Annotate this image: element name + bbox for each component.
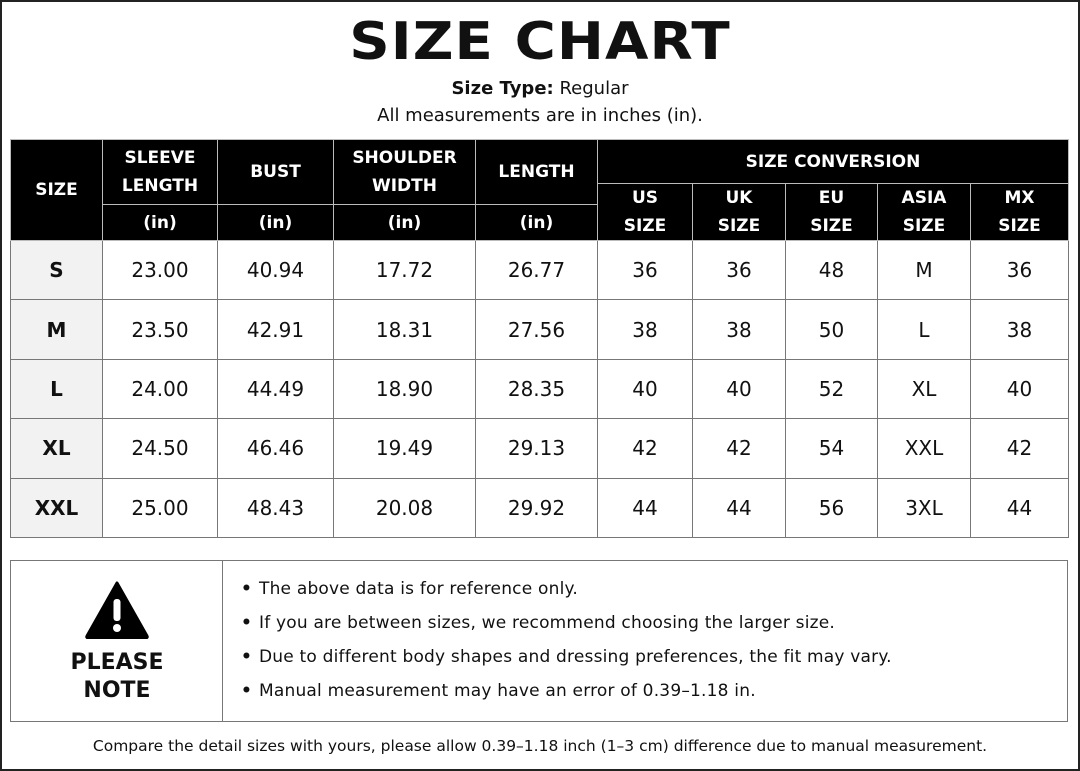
cell-length: 29.13: [476, 419, 598, 478]
please-note-label: [11, 649, 223, 705]
note-item: [241, 577, 1041, 611]
unit-bust: (in): [218, 205, 334, 241]
cell-bust: 40.94: [218, 241, 334, 300]
unit-sleeve: (in): [103, 205, 218, 241]
cell-size: M: [11, 300, 103, 359]
cell-mx-size: 40: [971, 359, 1069, 418]
footer-note: Compare the detail sizes with yours, please allow 0.39–1.18 inch (1–3 cm) difference due to manual measurement.: [92, 737, 988, 755]
note-item-text: The above data is for reference only.: [259, 579, 578, 599]
table-row: [11, 419, 1069, 478]
header-eu-line1: EU: [818, 188, 845, 208]
header-us-line2: SIZE: [623, 216, 667, 236]
header-asia-line2: SIZE: [902, 216, 946, 236]
cell-us-size: 42: [598, 419, 693, 478]
cell-asia-size: XL: [878, 359, 971, 418]
header-shoulder-line1: SHOULDER: [352, 148, 457, 168]
cell-uk-size: 44: [693, 478, 786, 537]
cell-eu-size: 50: [786, 300, 878, 359]
cell-us-size: 36: [598, 241, 693, 300]
header-eu-line2: SIZE: [810, 216, 853, 236]
please-note-line2: NOTE: [83, 678, 151, 703]
cell-sleeve-length: 23.50: [103, 300, 218, 359]
cell-mx-size: 42: [971, 419, 1069, 478]
cell-size: XL: [11, 419, 103, 478]
cell-eu-size: 54: [786, 419, 878, 478]
size-type-label: Size Type:: [451, 78, 554, 99]
header-sleeve-line1: SLEEVE: [124, 148, 196, 168]
cell-length: 28.35: [476, 359, 598, 418]
cell-asia-size: M: [878, 241, 971, 300]
cell-sleeve-length: 25.00: [103, 478, 218, 537]
note-item: [241, 679, 1041, 713]
cell-bust: 48.43: [218, 478, 334, 537]
header-shoulder-line2: WIDTH: [371, 176, 437, 196]
please-note-box: [10, 560, 1068, 722]
size-table-body: [11, 241, 1069, 538]
cell-uk-size: 38: [693, 300, 786, 359]
page-title: SIZE CHART: [349, 12, 731, 72]
please-note-label-panel: [11, 561, 223, 721]
header-us-line1: US: [631, 188, 659, 208]
cell-sleeve-length: 24.50: [103, 419, 218, 478]
cell-length: 29.92: [476, 478, 598, 537]
warning-icon: [85, 581, 149, 639]
header-eu-size: [786, 184, 878, 241]
header-size: SIZE: [11, 140, 103, 241]
note-item-text: Manual measurement may have an error of 0.39–1.18 in.: [259, 681, 756, 701]
cell-sleeve-length: 24.00: [103, 359, 218, 418]
header-length: LENGTH: [476, 140, 598, 205]
header-mx-line2: SIZE: [998, 216, 1041, 236]
header-shoulder-width: [334, 140, 476, 205]
cell-mx-size: 44: [971, 478, 1069, 537]
cell-us-size: 38: [598, 300, 693, 359]
bullet: •: [241, 647, 253, 667]
cell-eu-size: 48: [786, 241, 878, 300]
table-row: [11, 359, 1069, 418]
cell-shoulder-width: 18.90: [334, 359, 476, 418]
cell-eu-size: 56: [786, 478, 878, 537]
table-row: [11, 478, 1069, 537]
cell-shoulder-width: 17.72: [334, 241, 476, 300]
header-uk-size: [693, 184, 786, 241]
cell-shoulder-width: 18.31: [334, 300, 476, 359]
cell-size: L: [11, 359, 103, 418]
cell-size: S: [11, 241, 103, 300]
cell-mx-size: 38: [971, 300, 1069, 359]
cell-shoulder-width: 19.49: [334, 419, 476, 478]
cell-bust: 44.49: [218, 359, 334, 418]
cell-mx-size: 36: [971, 241, 1069, 300]
size-type-line: [0, 78, 1080, 99]
header-uk-line2: SIZE: [717, 216, 761, 236]
units-note: All measurements are in inches (in).: [377, 105, 703, 126]
cell-asia-size: XXL: [878, 419, 971, 478]
unit-shoulder: (in): [334, 205, 476, 241]
cell-uk-size: 42: [693, 419, 786, 478]
cell-length: 26.77: [476, 241, 598, 300]
bullet: •: [241, 579, 253, 599]
size-type-value: Regular: [559, 78, 629, 99]
cell-uk-size: 40: [693, 359, 786, 418]
cell-eu-size: 52: [786, 359, 878, 418]
header-asia-line1: ASIA: [901, 188, 947, 208]
cell-us-size: 44: [598, 478, 693, 537]
header-sleeve-length: [103, 140, 218, 205]
cell-sleeve-length: 23.00: [103, 241, 218, 300]
header-us-size: [598, 184, 693, 241]
header-mx-size: [971, 184, 1069, 241]
cell-size: XXL: [11, 478, 103, 537]
header-uk-line1: UK: [725, 188, 753, 208]
note-list: [241, 577, 1041, 713]
table-row: [11, 241, 1069, 300]
cell-asia-size: L: [878, 300, 971, 359]
note-item-text: Due to different body shapes and dressing preferences, the fit may vary.: [259, 647, 892, 667]
bullet: •: [241, 613, 253, 633]
cell-bust: 46.46: [218, 419, 334, 478]
note-item: [241, 645, 1041, 679]
cell-length: 27.56: [476, 300, 598, 359]
please-note-line1: PLEASE: [70, 650, 164, 675]
header-sleeve-line2: LENGTH: [121, 176, 199, 196]
note-item-text: If you are between sizes, we recommend choosing the larger size.: [259, 613, 836, 633]
size-table: [10, 139, 1069, 538]
unit-length: (in): [476, 205, 598, 241]
note-item: [241, 611, 1041, 645]
header-asia-size: [878, 184, 971, 241]
cell-us-size: 40: [598, 359, 693, 418]
header-size-conversion: SIZE CONVERSION: [598, 140, 1069, 184]
header-bust: BUST: [218, 140, 334, 205]
bullet: •: [241, 681, 253, 701]
cell-asia-size: 3XL: [878, 478, 971, 537]
cell-bust: 42.91: [218, 300, 334, 359]
header-mx-line1: MX: [1004, 188, 1035, 208]
cell-shoulder-width: 20.08: [334, 478, 476, 537]
table-row: [11, 300, 1069, 359]
cell-uk-size: 36: [693, 241, 786, 300]
